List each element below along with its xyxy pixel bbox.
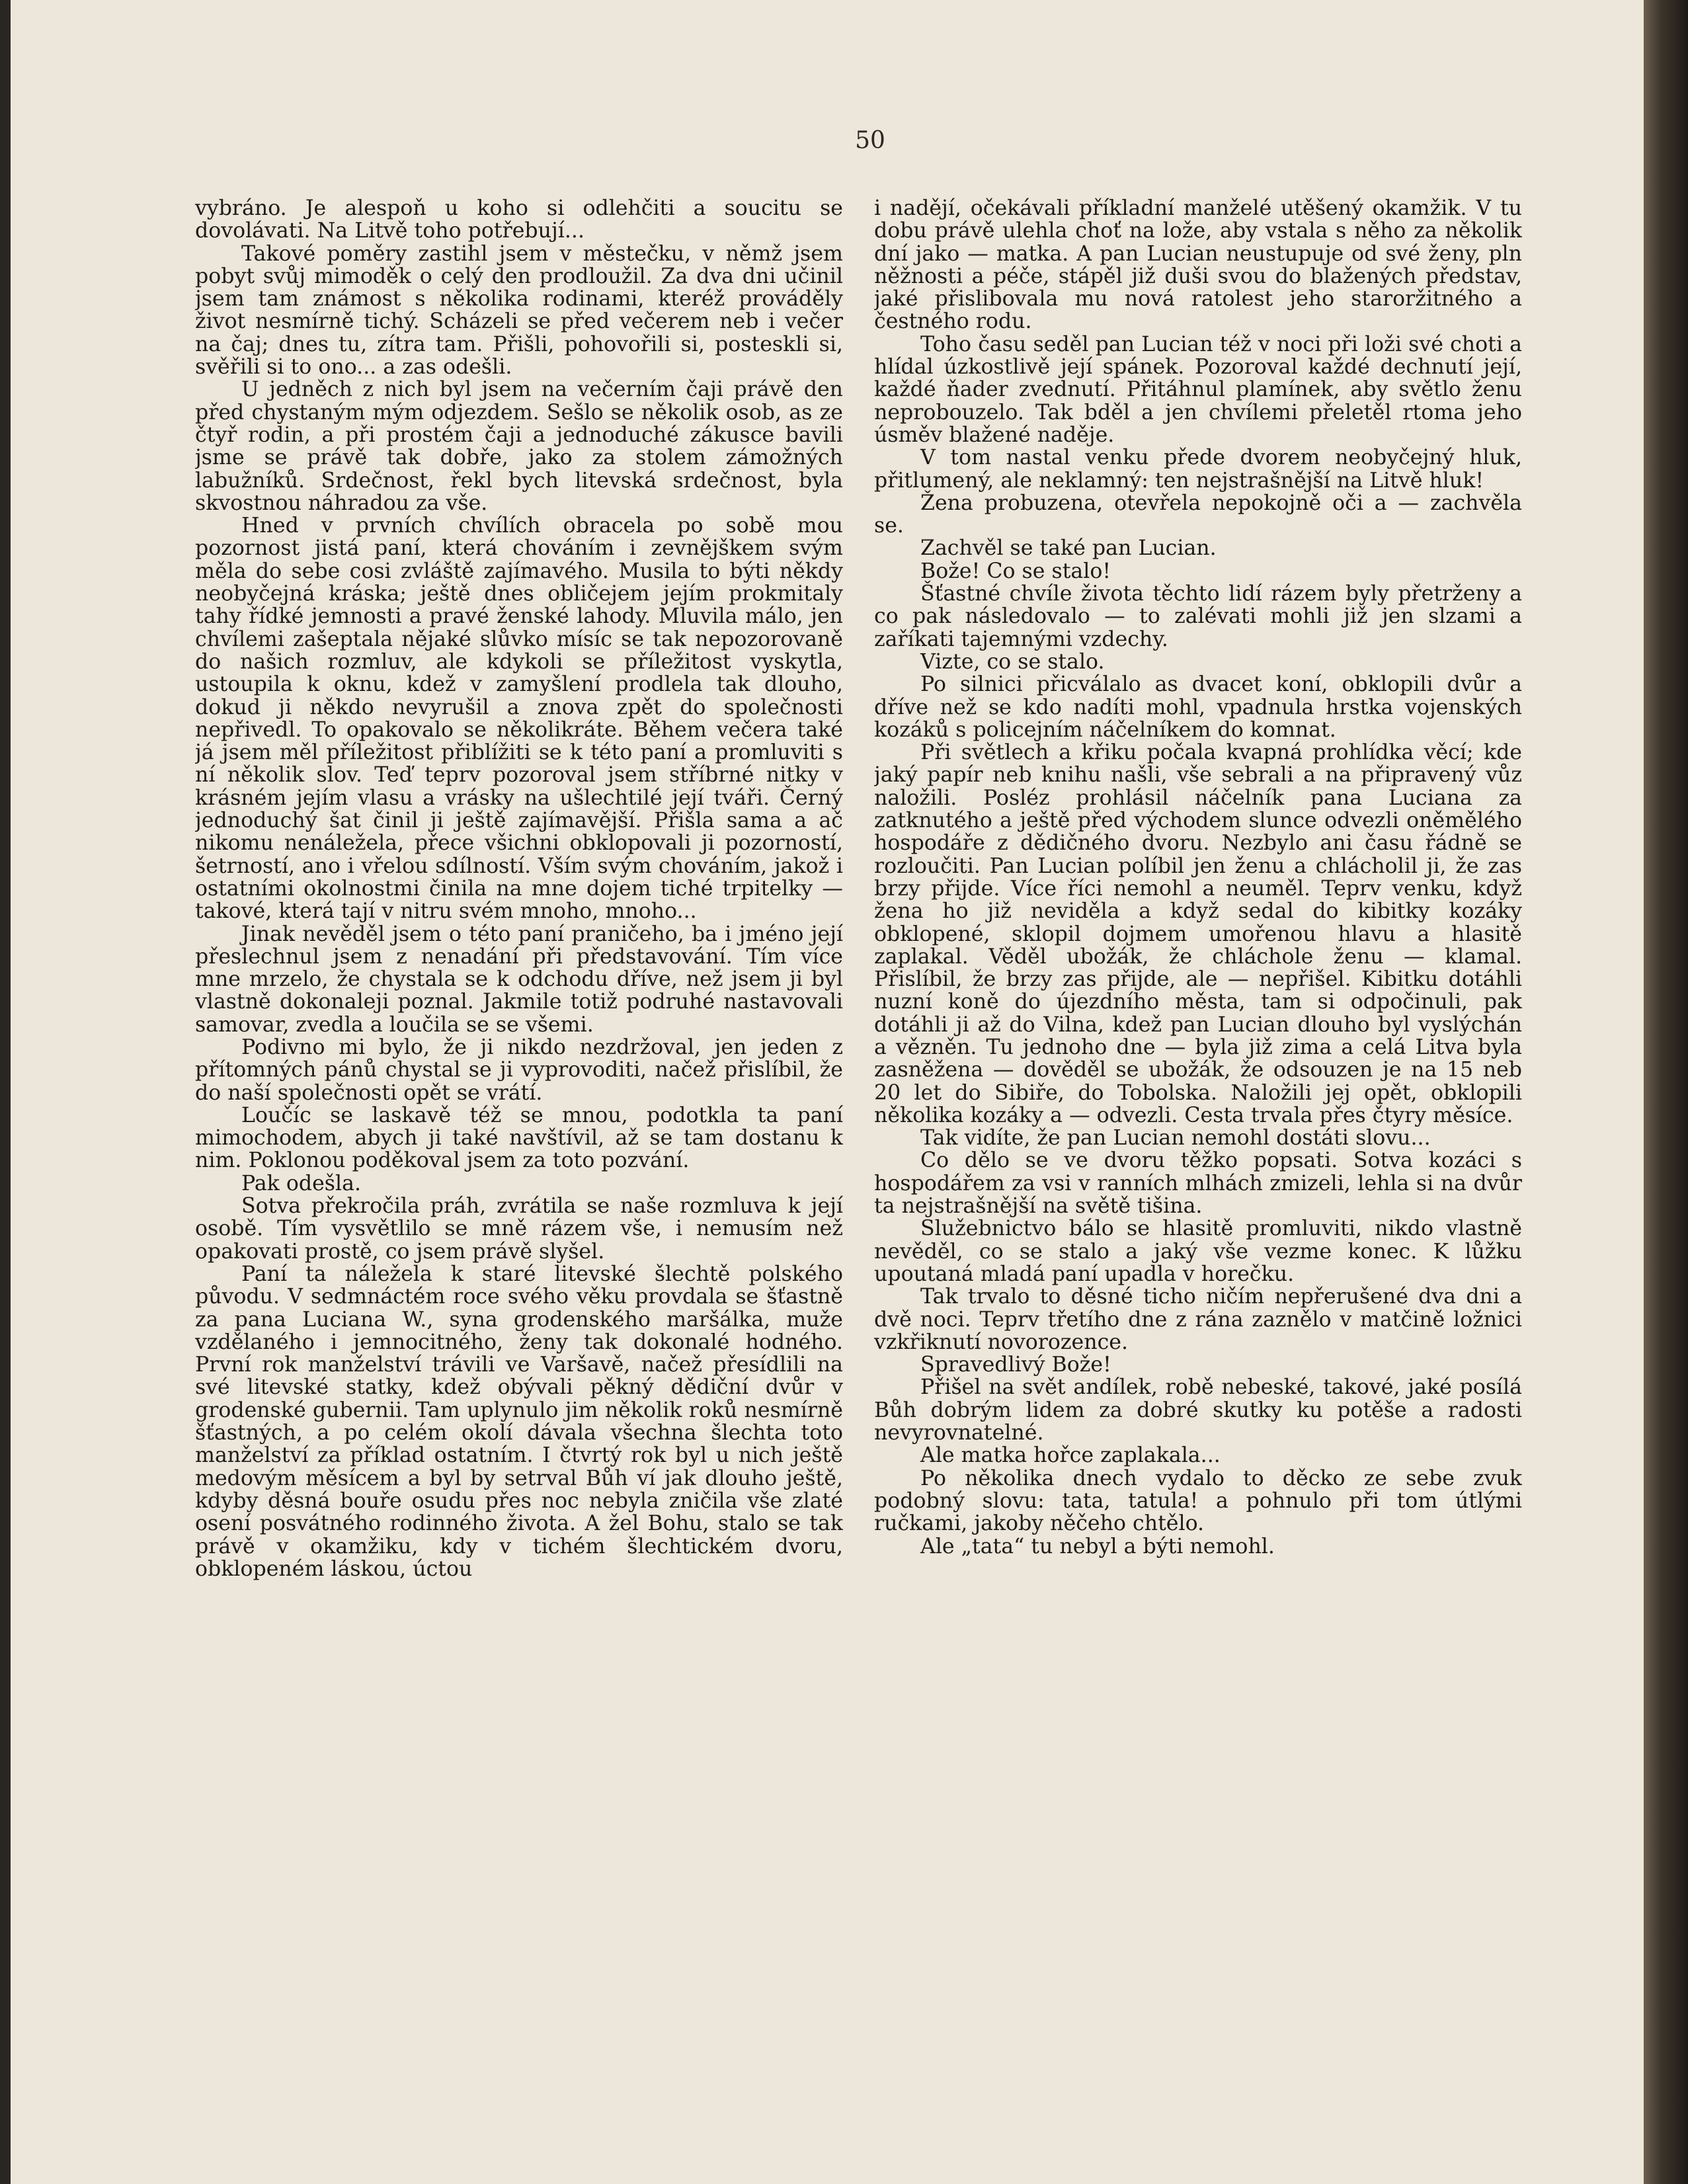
book-page xyxy=(11,0,1644,2184)
paragraph: vybráno. Je alespoň u koho si odlehčiti a soucitu se dovolávati. Na Litvě toho potřebují... xyxy=(195,197,843,243)
page-number: 50 xyxy=(855,127,885,154)
paragraph: Podivno mi bylo, že ji nikdo nezdržoval, jen jeden z přítomných pánů chystal se ji vyprovoditi, načež přislíbil, že do naší společnosti opět se vrátí. xyxy=(195,1035,843,1105)
paragraph: Po silnici přicválalo as dvacet koní, obklopili dvůr a dříve než se kdo nadíti mohl, vpadnula hrstka vojenských kozáků s policejním náčelníkem do komnat. xyxy=(874,672,1522,742)
paragraph: Takové poměry zastihl jsem v městečku, v němž jsem pobyt svůj mimoděk o celý den prodloužil. Za dva dni učinil jsem tam známost s několika rodinami, kteréž prováděly život nesmírně tichý. Scházeli se před večerem neb i večer na čaj; dnes tu, zítra tam. Přišli, pohovořili si, posteskli si, svěřili si to ono... a zas odešli. xyxy=(195,241,843,380)
paragraph: V tom nastal venku přede dvorem neobyčejný hluk, přitlumený, ale neklamný: ten nejstrašnější na Litvě hluk! xyxy=(874,446,1522,493)
paragraph: Pak odešla. xyxy=(241,1171,362,1195)
paragraph: Loučíc se laskavě též se mnou, podotkla ta paní mimochodem, abych ji také navštívil, až se tam dostanu k nim. Poklonou poděkoval jsem za toto pozvání. xyxy=(195,1103,843,1173)
paragraph: Po několika dnech vydalo to děcko ze sebe zvuk podobný slovu: tata, tatula! a pohnulo při tom útlými ručkami, jakoby něčeho chtělo. xyxy=(874,1466,1522,1536)
paragraph: Spravedlivý Bože! xyxy=(920,1353,1111,1377)
paragraph: Tak vidíte, že pan Lucian nemohl dostáti slovu... xyxy=(920,1126,1431,1151)
paragraph: Co dělo se ve dvoru těžko popsati. Sotva kozáci s hospodářem za vsi v ranních mlhách zmizeli, lehla si na dvůr ta nejstrašnější na světě tišina. xyxy=(874,1149,1522,1219)
paragraph: Služebnictvo bálo se hlasitě promluviti, nikdo vlastně nevěděl, co se stalo a jaký vše vezme konec. K lůžku upoutaná mladá paní upadla v horečku. xyxy=(874,1217,1522,1286)
paragraph: Při světlech a křiku počala kvapná prohlídka věcí; kde jaký papír neb knihu našli, vše sebrali a na připravený vůz naložili. Posléz prohlásil náčelník pana Luciana za zatknutého a ještě před východem slunce odvezli oněmělého hospodáře z dědičného dvoru. Nezbylo ani času řádně se rozloučiti. Pan Lucian políbil jen ženu a chlácholil ji, že zas brzy přijde. Více říci nemohl a neuměl. Teprv venku, když žena ho již neviděla a když sedal do kibitky kozáky obklopené, sklopil dojmem umořenou hlavu a hlasitě zaplakal. Věděl ubožák, že chlácholе ženu — klamal. Přislíbil, že brzy zas přijde, ale — nepřišel. Kibitku dotáhli nuzní koně do újezdního města, tam si odpočinuli, pak dotáhli ji až do Vilna, kdež pan Lucian dlouho byl vyslýchán a vězněn. Tu jednoho dne — byla již zima a celá Litva byla zasněžena — dověděl se ubožák, že odsouzen je na 15 neb 20 let do Sibiře, do Tobolska. Naložili jej opět, obklopili několika kozáky a — odvezli. Cesta trvala přes čtyry měsíce. xyxy=(874,741,1522,1127)
paragraph: Žena probuzena, otevřela nepokojně oči a — zachvěla se. xyxy=(874,491,1522,538)
paragraph: Jinak nevěděl jsem o této paní praničeho, ba i jméno její přeslechnul jsem z nenadání při představování. Tím více mne mrzelo, že chystala se k odchodu dříve, než jsem ji byl vlastně dokonaleji poznal. Jakmile totiž podruhé nastavovali samovar, zvedla a loučila se se všemi. xyxy=(195,922,843,1037)
paragraph: Zachvěl se také pan Lucian. xyxy=(920,536,1217,561)
paragraph: Šťastné chvíle života těchto lidí rázem byly přetrženy a co pak následovalo — to zalévati mohli již jen slzami a zaříkati tajemnými vzdechy. xyxy=(874,582,1522,651)
paragraph: Ale matka hořce zaplakala... xyxy=(920,1443,1221,1468)
paragraph: Tak trvalo to děsné ticho ničím nepřerušené dva dni a dvě noci. Teprv třetího dne z rána zaznělo v matčině ložnici vzkřiknutí novorozence. xyxy=(874,1285,1522,1354)
paragraph: Přišel na svět andílek, robě nebeské, takové, jaké posílá Bůh dobrým lidem za dobré skutky ku potěše a radosti nevyrovnatelné. xyxy=(874,1375,1522,1445)
paragraph: U jedněch z nich byl jsem na večerním čaji právě den před chystaným mým odjezdem. Sešlo se několik osob, as ze čtyř rodin, a při prostém čaji a jednoduché zákusce bavili jsme se právě tak dobře, jako za stolem zámožných labužníků. Srdečnost, řekl bych litevská srdečnost, byla skvostnou náhradou za vše. xyxy=(195,378,843,515)
left-text-column xyxy=(195,197,843,1996)
paragraph: Paní ta náležela k staré litevské šlechtě polského původu. V sedmnáctém roce svého věku provdala se šťastně za pana Luciana W., syna grodenského maršálka, muže vzdělaného i jemnocitného, ženy tak dokonalé hodného. První rok manželství trávili ve Varšavě, načež přesídlili na své litevské statky, kdež obývali pěkný dědiční dvůr v grodenské gubernii. Tam uplynulo jim několik roků nesmírně šťastných, a po celém okolí dávala všechna šlechta toto manželství za příklad ostatním. I čtvrtý rok byl u nich ještě medovým měsícem a byl by setrval Bůh ví jak dlouho ještě, kdyby děsná bouře osudu přes noc nebyla zničila vše zlaté osení posvátného rodinného života. A žel Bohu, stalo se tak právě v okamžiku, kdy v tichém šlechtickém dvoru, obklopeném láskou, úctou xyxy=(195,1262,843,1581)
paragraph: Ale „tata“ tu nebyl a býti nemohl. xyxy=(920,1534,1275,1558)
book-spine-shadow xyxy=(1644,0,1688,2184)
paragraph: Toho času seděl pan Lucian též v noci při loži své choti a hlídal úzkostlivě její spánek. Pozoroval každé dechnutí její, každé ňader zvednutí. Přitáhnul plamínek, aby světlo ženu neprobouzelo. Tak bděl a jen chvílemi přeletěl rtoma jeho úsměv blažené naděje. xyxy=(874,332,1522,447)
paragraph: Bože! Co se stalo! xyxy=(920,559,1111,583)
paragraph: Sotva překročila práh, zvrátila se naše rozmluva k její osobě. Tím vysvětlilo se mně rázem vše, i nemusím než opakovati prostě, co jsem právě slyšel. xyxy=(195,1194,843,1264)
paragraph: Vizte, co se stalo. xyxy=(920,649,1105,674)
paragraph: Hned v prvních chvílích obracela po sobě mou pozornost jistá paní, která chováním i zevnějškem svým měla do sebe cosi zvláště zajímavého. Musila to býti někdy neobyčejná kráska; ještě dnes obličejem jejím prokmitaly tahy řídké jemnosti a pravé ženské lahody. Mluvila málo, jen chvílemi zašeptala nějaké slůvko mísíc se tak nepozorovaně do našich rozmluv, ale kdykoli se příležitost vyskytla, ustoupila k oknu, kdež v zamyšlení prodlela tak dlouho, dokud ji někdo nevyrušil a znova zpět do společnosti nepřivedl. To opakovalo se několikráte. Během večera také já jsem měl příležitost přiblížiti se k této paní a promluviti s ní několik slov. Teď teprv pozoroval jsem stříbrné nitky v krásném jejím vlasu a vrásky na ušlechtilé její tváři. Černý jednoduchý šat činil ji ještě zajímavější. Přišla sama a ač nikomu nenáležela, přece všichni obklopovali ji pozorností, šetrností, ano i vřelou sdílností. Vším svým chováním, jakož i ostatními okolnostmi činila na mne dojem tiché trpitelky — takové, která tají v nitru svém mnoho, mnoho... xyxy=(195,514,843,924)
right-text-column xyxy=(874,197,1522,1996)
paragraph: i nadějí, očekávali příkladní manželé utěšený okamžik. V tu dobu právě ulehla choť na lože, aby vstala s něho za několik dní jako — matka. A pan Lucian neustupuje od své ženy, pln něžnosti a péče, stápěl již duši svou do blažených představ, jaké přislibovala mu nová ratolest jeho staroržitného a čestného rodu. xyxy=(874,197,1522,334)
